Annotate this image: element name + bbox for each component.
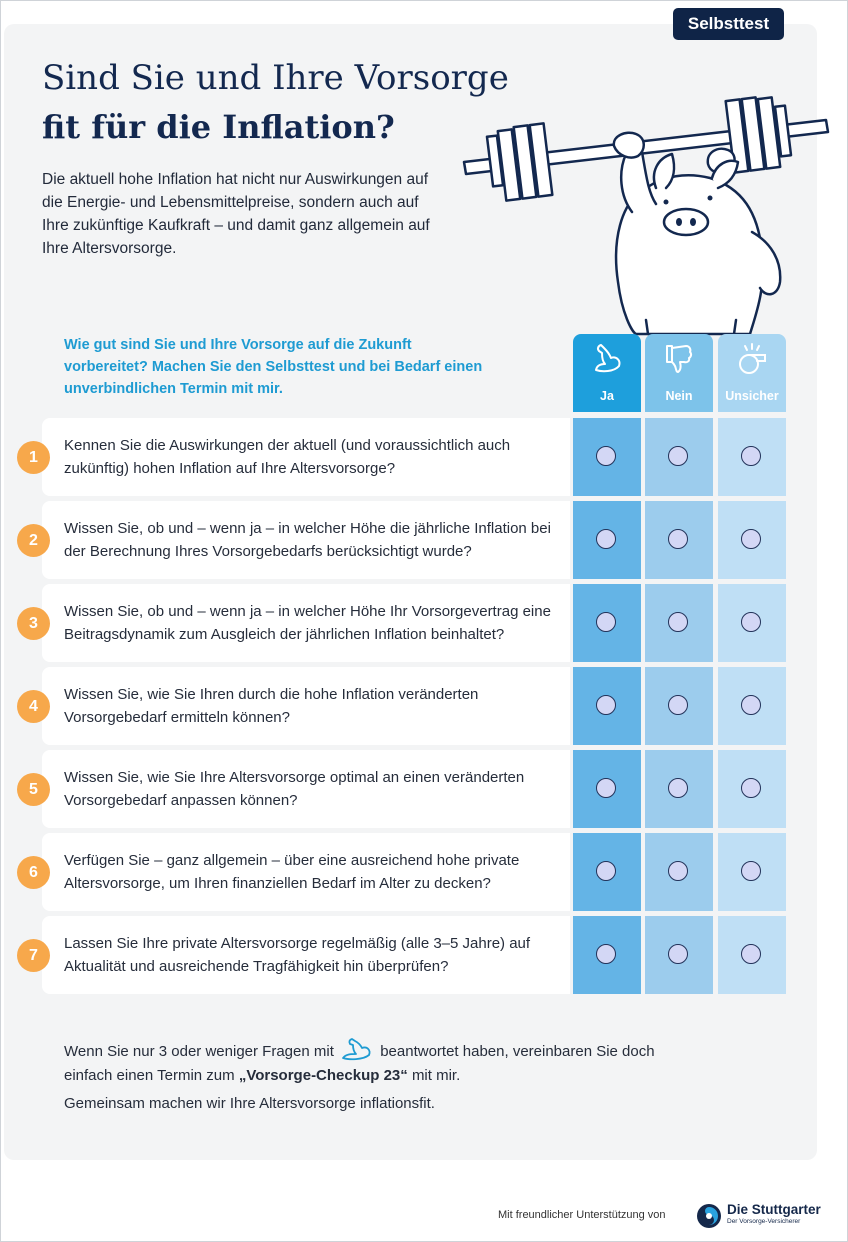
note-highlight: „Vorsorge-Checkup 23“ <box>238 1067 408 1084</box>
question-text: Wissen Sie, ob und – wenn ja – in welcher Höhe Ihr Vorsorgevertrag eine Beitragsdynamik zum Ausgleich der jährlichen Inflation beinhaltet? <box>64 603 551 643</box>
radio-unsicher[interactable] <box>741 944 761 964</box>
radio-ja[interactable] <box>596 612 616 632</box>
note-part3: mit mir. <box>411 1067 461 1084</box>
note-part1: Wenn Sie nur 3 oder weniger Fragen mit <box>64 1043 334 1060</box>
answer-cell-ja <box>573 750 641 828</box>
question-text: Lassen Sie Ihre private Altersvorsorge regelmäßig (alle 3–5 Jahre) auf Aktualität und ausreichende Tragfähigkeit hin überprüfen? <box>64 935 531 975</box>
page-title-line1: Sind Sie und Ihre Vorsorge <box>42 58 509 98</box>
answer-cell-unsicher <box>718 418 786 496</box>
radio-nein[interactable] <box>668 446 688 466</box>
radio-unsicher[interactable] <box>741 695 761 715</box>
die-stuttgarter-logo <box>696 1200 826 1232</box>
answer-cell-ja <box>573 833 641 911</box>
question-number: 7 <box>17 939 50 972</box>
whistle-icon <box>737 342 767 376</box>
thumbs-down-icon <box>664 342 694 376</box>
column-header-nein <box>645 334 713 412</box>
column-label-nein: Nein <box>665 389 693 403</box>
logo-tagline: Der Vorsorge-Versicherer <box>727 1218 801 1225</box>
answer-cell-nein <box>645 667 713 745</box>
question-row-5 <box>29 750 786 828</box>
question-box <box>42 833 570 911</box>
closing-text: Gemeinsam machen wir Ihre Altersvorsorge inflationsfit. <box>64 1095 435 1112</box>
question-row-7 <box>29 916 786 994</box>
radio-ja[interactable] <box>596 778 616 798</box>
answer-cell-ja <box>573 418 641 496</box>
question-number: 1 <box>17 441 50 474</box>
answer-cell-unsicher <box>718 501 786 579</box>
radio-nein[interactable] <box>668 778 688 798</box>
radio-ja[interactable] <box>596 695 616 715</box>
question-row-4 <box>29 667 786 745</box>
column-label-unsicher: Unsicher <box>725 389 779 403</box>
question-box <box>42 584 570 662</box>
answer-cell-nein <box>645 418 713 496</box>
answer-cell-unsicher <box>718 667 786 745</box>
question-number: 4 <box>17 690 50 723</box>
result-note <box>64 1038 684 1088</box>
logo-name: Die Stuttgarter <box>727 1202 821 1217</box>
radio-unsicher[interactable] <box>741 861 761 881</box>
column-header-unsicher <box>718 334 786 412</box>
question-text: Wissen Sie, wie Sie Ihren durch die hohe Inflation veränderten Vorsorgebedarf ermitteln können? <box>64 686 479 726</box>
page-title-line2: fit für die Inflation? <box>42 108 395 146</box>
answer-cell-unsicher <box>718 750 786 828</box>
sponsor-text: Mit freundlicher Unterstützung von <box>498 1209 666 1221</box>
selbsttest-badge: Selbsttest <box>673 8 784 40</box>
question-number: 6 <box>17 856 50 889</box>
question-row-2 <box>29 501 786 579</box>
answer-cell-ja <box>573 501 641 579</box>
answer-cell-nein <box>645 750 713 828</box>
answer-cell-nein <box>645 916 713 994</box>
question-text: Verfügen Sie – ganz allgemein – über eine ausreichend hohe private Altersvorsorge, um Ihren finanziellen Bedarf im Alter zu decken? <box>64 852 520 892</box>
question-box <box>42 418 570 496</box>
intro-text: Die aktuell hohe Inflation hat nicht nur Auswirkungen auf die Energie- und Lebensmittelpreise, sondern auch auf Ihre zukünftige Kaufkraft – und damit ganz allgemein auf Ihre Altersvorsorge. <box>42 171 430 257</box>
answer-cell-unsicher <box>718 833 786 911</box>
answer-cell-nein <box>645 833 713 911</box>
radio-nein[interactable] <box>668 695 688 715</box>
radio-unsicher[interactable] <box>741 778 761 798</box>
note-part2: beantwortet haben, vereinbaren Sie doch einfach einen Termin zum <box>64 1043 655 1084</box>
question-number: 2 <box>17 524 50 557</box>
column-header-ja <box>573 334 641 412</box>
question-number: 3 <box>17 607 50 640</box>
radio-unsicher[interactable] <box>741 446 761 466</box>
logo-mark-icon <box>696 1203 722 1229</box>
piggy-weightlifter-illustration <box>460 92 832 342</box>
radio-ja[interactable] <box>596 529 616 549</box>
question-box <box>42 501 570 579</box>
question-text: Kennen Sie die Auswirkungen der aktuell (und voraussichtlich auch zukünftig) hohen Inflation auf Ihre Altersvorsorge? <box>64 437 511 477</box>
radio-unsicher[interactable] <box>741 612 761 632</box>
flexed-arm-icon <box>592 342 622 376</box>
question-box <box>42 667 570 745</box>
answer-cell-nein <box>645 584 713 662</box>
question-number: 5 <box>17 773 50 806</box>
answer-cell-unsicher <box>718 916 786 994</box>
radio-nein[interactable] <box>668 612 688 632</box>
radio-ja[interactable] <box>596 861 616 881</box>
question-text: Wissen Sie, wie Sie Ihre Altersvorsorge optimal an einen veränderten Vorsorgebedarf anpassen können? <box>64 769 525 809</box>
answer-cell-ja <box>573 584 641 662</box>
question-text: Wissen Sie, ob und – wenn ja – in welcher Höhe die jährliche Inflation bei der Berechnung Ihres Vorsorgebedarfs berücksichtigt wurde? <box>64 520 551 560</box>
radio-nein[interactable] <box>668 529 688 549</box>
question-row-6 <box>29 833 786 911</box>
answer-cell-ja <box>573 667 641 745</box>
radio-ja[interactable] <box>596 944 616 964</box>
radio-unsicher[interactable] <box>741 529 761 549</box>
answer-cell-ja <box>573 916 641 994</box>
question-box <box>42 750 570 828</box>
answer-cell-nein <box>645 501 713 579</box>
answer-cell-unsicher <box>718 584 786 662</box>
lead-question: Wie gut sind Sie und Ihre Vorsorge auf die Zukunft vorbereitet? Machen Sie den Selbsttest und bei Bedarf einen unverbindlichen Termin mit mir. <box>64 337 483 397</box>
question-row-1 <box>29 418 786 496</box>
radio-nein[interactable] <box>668 944 688 964</box>
radio-nein[interactable] <box>668 861 688 881</box>
flexed-arm-icon <box>341 1038 373 1062</box>
column-label-ja: Ja <box>600 389 614 403</box>
question-box <box>42 916 570 994</box>
radio-ja[interactable] <box>596 446 616 466</box>
question-row-3 <box>29 584 786 662</box>
